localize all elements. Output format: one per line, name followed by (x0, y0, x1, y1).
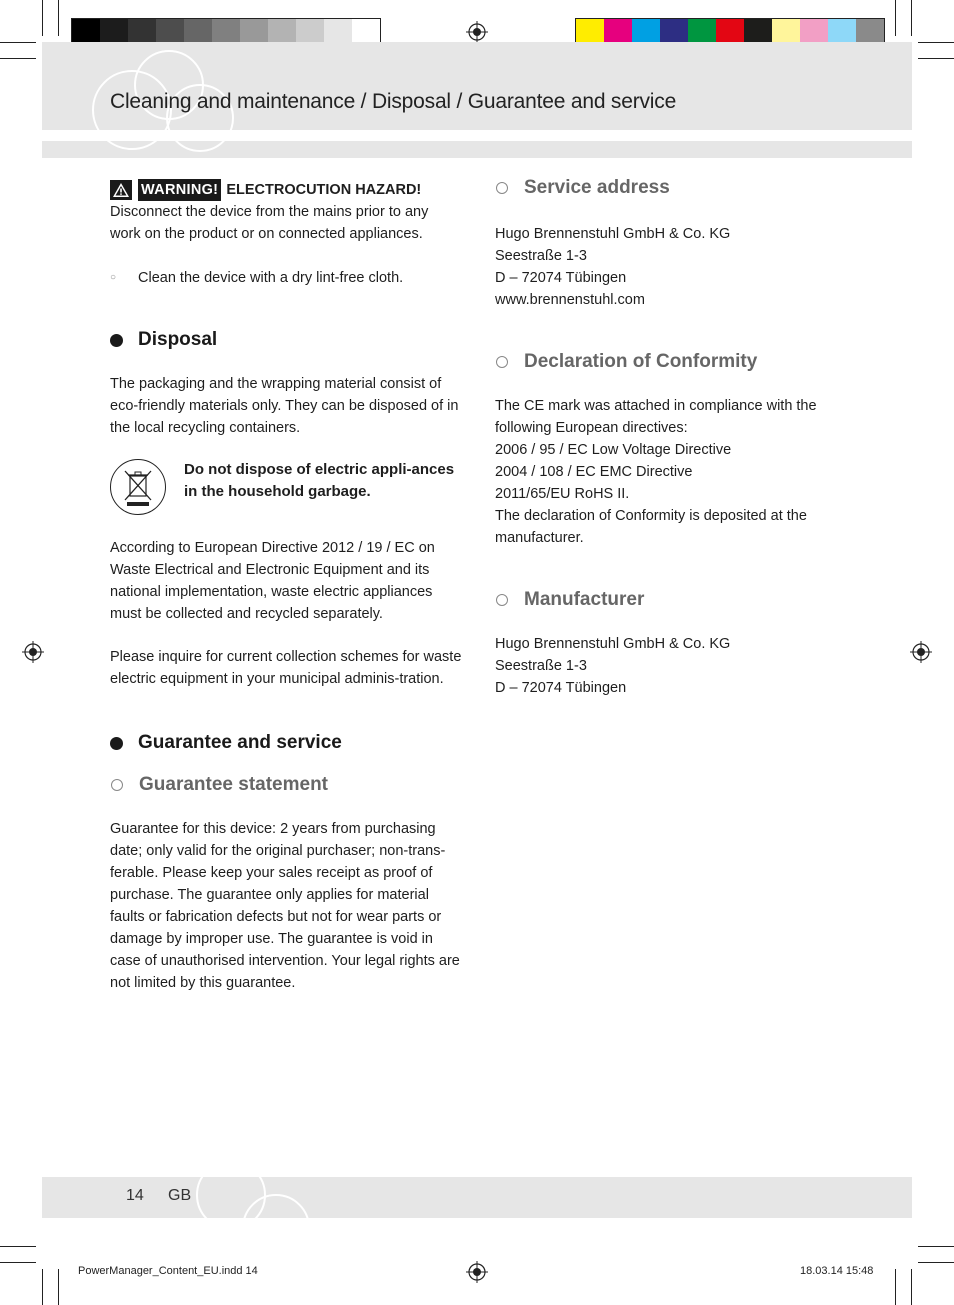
conformity-line: The CE mark was attached in compliance with the following European directives: (495, 398, 817, 436)
list-item (110, 267, 462, 289)
conformity-line: 2011/65/EU RoHS II. (495, 486, 630, 502)
header-strip (42, 141, 912, 158)
disposal-notice (110, 459, 462, 515)
directive-paragraph: According to European Directive 2012 / 19 / EC on Waste Electrical and Electronic Equipment and its national implementation, waste electric appliances must be collected and recycled separately. (110, 540, 435, 622)
crop-mark (911, 1269, 912, 1305)
section-heading-guarantee (110, 732, 462, 754)
open-bullet-icon (496, 594, 508, 606)
guarantee-text: Guarantee for this device: 2 years from purchasing date; only valid for the original purchaser; non-trans-ferable. Please keep your sales receipt as proof of purchase. The guarantee only applies for material faults or fabrication defects but not for wear parts or damage by improper use. The guarantee is void in case of unauthorised intervention. Your legal rights are not limited by this guarantee. (110, 821, 460, 991)
address-line: D – 72074 Tübingen (495, 680, 627, 696)
subheading-text: Manufacturer (524, 589, 645, 610)
slug-filename: PowerManager_Content_EU.indd 14 (78, 1265, 258, 1277)
left-column (110, 179, 462, 994)
warning-text: Disconnect the device from the mains prior to any work on the product or on connected appliances. (110, 204, 429, 242)
section-heading-disposal (110, 329, 462, 351)
website-link[interactable]: www.brennenstuhl.com (495, 292, 645, 308)
crop-mark (42, 1269, 43, 1305)
crop-mark (42, 0, 43, 36)
subheading-service-address (495, 177, 847, 199)
open-bullet-icon (111, 779, 123, 791)
filled-bullet-icon (110, 334, 123, 347)
address-line: Hugo Brennenstuhl GmbH & Co. KG (495, 226, 731, 242)
address-line: Seestraße 1-3 (495, 658, 587, 674)
crop-mark (918, 42, 954, 43)
hazard-label: ELECTROCUTION HAZARD! (226, 182, 422, 198)
registration-mark-icon (466, 21, 488, 43)
warning-badge: WARNING! (138, 179, 221, 201)
crop-mark (0, 1262, 36, 1263)
crop-mark (0, 58, 36, 59)
crop-mark (0, 42, 36, 43)
address-line: Seestraße 1-3 (495, 248, 587, 264)
conformity-block (495, 395, 847, 549)
open-bullet-icon (496, 182, 508, 194)
list-item-text: Clean the device with a dry lint-free cloth. (138, 270, 404, 286)
bullet-icon: ○ (110, 272, 117, 283)
registration-mark-icon (466, 1261, 488, 1283)
page-number: 14 (126, 1187, 144, 1204)
heading-text: Guarantee and service (138, 732, 342, 753)
slug-date: 18.03.14 15:48 (800, 1265, 874, 1277)
subheading-text: Service address (524, 177, 670, 198)
crop-mark (918, 58, 954, 59)
registration-mark-icon (22, 641, 44, 663)
manufacturer-block (495, 633, 847, 699)
filled-bullet-icon (110, 737, 123, 750)
crop-mark (918, 1246, 954, 1247)
subheading-guarantee-statement (110, 774, 462, 796)
conformity-line: 2004 / 108 / EC EMC Directive (495, 464, 693, 480)
warning-line (110, 179, 462, 201)
subheading-declaration (495, 351, 847, 373)
bin-notice-text: Do not dispose of electric appli-ances in the household garbage. (184, 461, 455, 500)
crop-mark (895, 0, 896, 36)
crop-mark (58, 0, 59, 36)
disposal-paragraph: The packaging and the wrapping material consist of eco-friendly materials only. They can be disposed of in the local recycling containers. (110, 376, 459, 436)
crop-mark (918, 1262, 954, 1263)
collection-paragraph: Please inquire for current collection schemes for waste electric equipment in your municipal adminis-tration. (110, 649, 462, 687)
crop-mark (0, 1246, 36, 1247)
language-code: GB (168, 1187, 192, 1204)
crop-mark (895, 1269, 896, 1305)
decorative-ring (242, 1194, 310, 1262)
open-bullet-icon (496, 356, 508, 368)
address-line: Hugo Brennenstuhl GmbH & Co. KG (495, 636, 731, 652)
registration-mark-icon (910, 641, 932, 663)
subheading-text: Guarantee statement (139, 774, 329, 795)
address-line: D – 72074 Tübingen (495, 270, 627, 286)
subheading-manufacturer (495, 589, 847, 611)
right-column (495, 177, 847, 699)
service-address-block (495, 223, 847, 311)
heading-text: Disposal (138, 329, 218, 350)
crop-mark (911, 0, 912, 36)
crossed-bin-icon (110, 459, 166, 515)
subheading-text: Declaration of Conformity (524, 351, 758, 372)
crop-mark (58, 1269, 59, 1305)
page-title: Cleaning and maintenance / Disposal / Guarantee and service (110, 90, 677, 113)
conformity-line: The declaration of Conformity is deposited at the manufacturer. (495, 508, 807, 546)
conformity-line: 2006 / 95 / EC Low Voltage Directive (495, 442, 732, 458)
warning-triangle-icon (110, 180, 132, 200)
